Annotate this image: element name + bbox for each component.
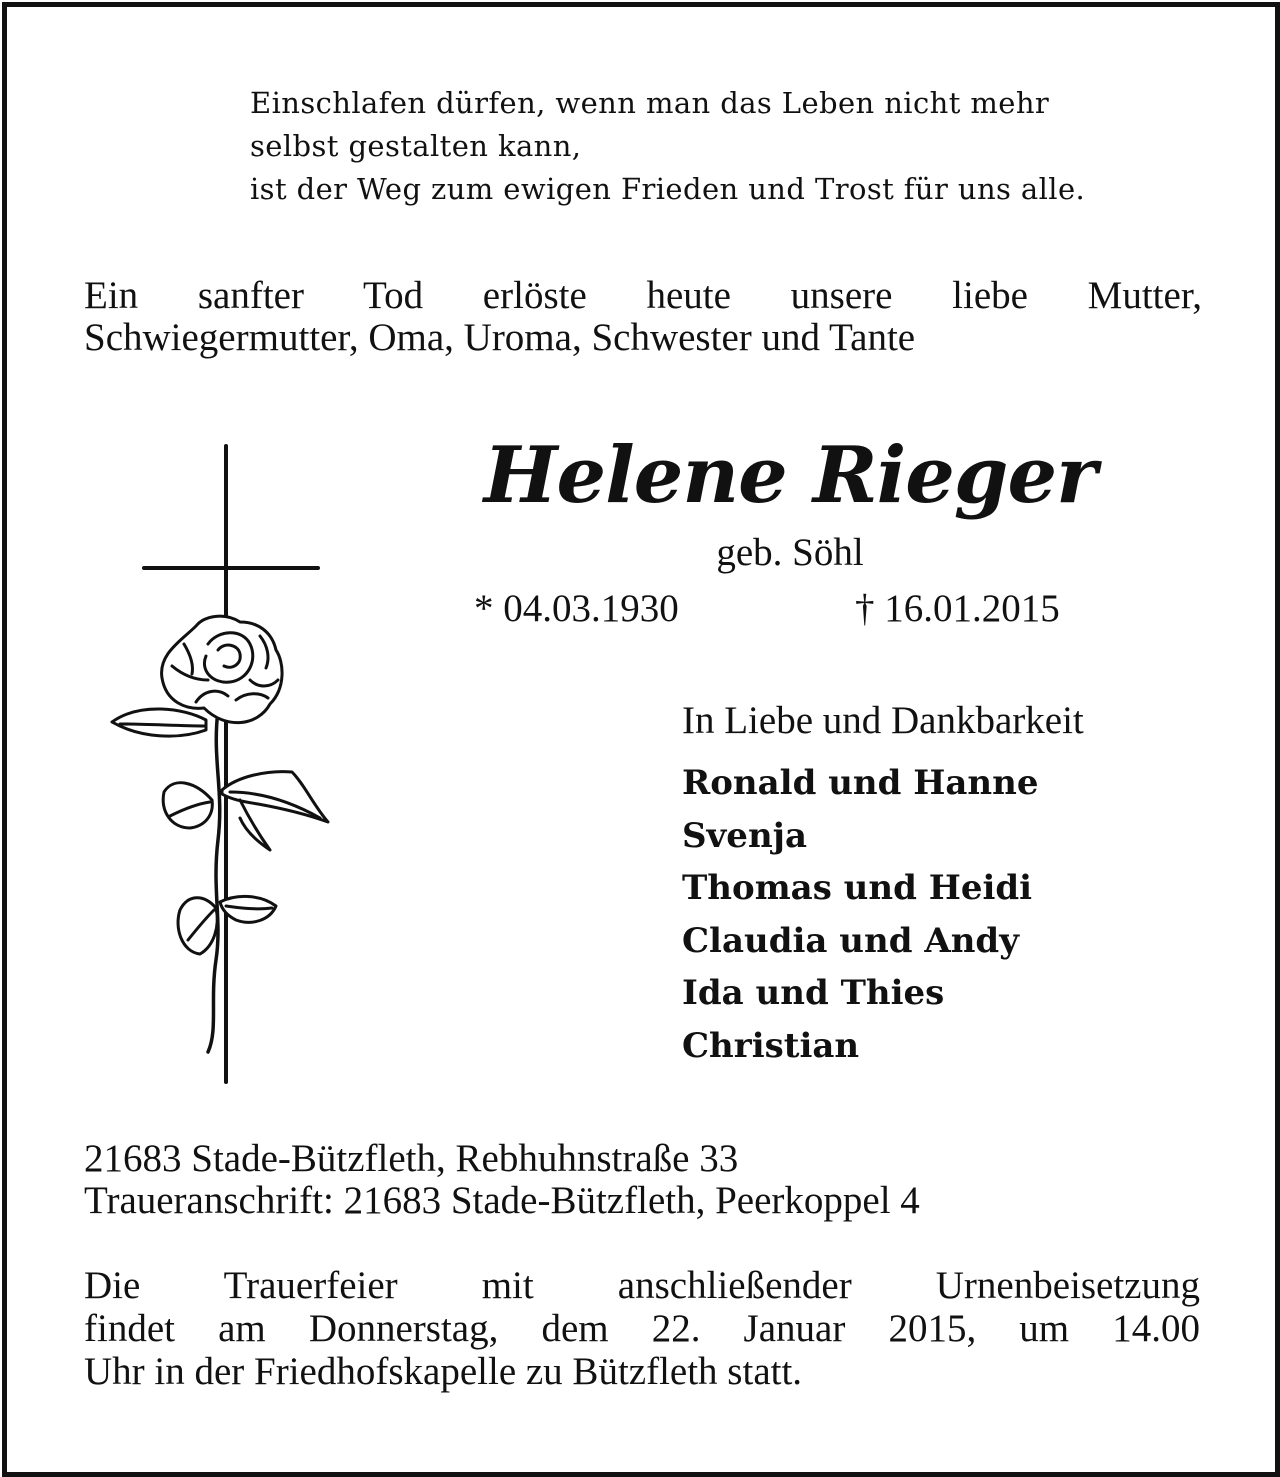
mourner-name: Christian <box>682 1025 860 1066</box>
mourner-name: Thomas und Heidi <box>682 868 1033 908</box>
ceremony-notice <box>84 1264 1200 1393</box>
mourning-address-line: Traueranschrift: 21683 Stade-Bützfleth, Peerkoppel 4 <box>84 1179 920 1222</box>
address-line: 21683 Stade-Bützfleth, Rebhuhnstraße 33 <box>84 1137 739 1180</box>
announcement-intro <box>84 275 1202 359</box>
deceased-name: Helene Rieger <box>483 430 1097 521</box>
epigraph-line: Einschlafen dürfen, wenn man das Leben nicht mehr <box>250 86 1050 120</box>
ceremony-line: Die Trauerfeier mit anschließender Urnenbeisetzung <box>84 1264 1200 1307</box>
cross-with-rose-icon <box>100 440 340 1090</box>
maiden-name: geb. Söhl <box>716 531 864 574</box>
epigraph-line: ist der Weg zum ewigen Frieden und Trost für uns alle. <box>250 172 1086 206</box>
mourner-name: Ronald und Hanne <box>682 763 1039 803</box>
intro-line: Schwiegermutter, Oma, Uroma, Schwester und Tante <box>84 316 916 359</box>
intro-line: Ein sanfter Tod erlöste heute unsere liebe Mutter, <box>84 274 1202 317</box>
mourner-name: Ida und Thies <box>682 973 945 1013</box>
address-block <box>84 1138 1202 1222</box>
mourners-intro: In Liebe und Dankbarkeit <box>682 699 1084 742</box>
ceremony-line: findet am Donnerstag, dem 22. Januar 2015, um 14.00 <box>84 1307 1200 1350</box>
birth-date: * 04.03.1930 <box>474 587 679 630</box>
ceremony-line: Uhr in der Friedhofskapelle zu Bützfleth statt. <box>84 1350 803 1393</box>
epigraph <box>250 82 1230 211</box>
mourner-name: Svenja <box>682 815 807 856</box>
death-date: † 16.01.2015 <box>855 587 1060 630</box>
mourners-list <box>682 757 1039 1072</box>
epigraph-line: selbst gestalten kann, <box>250 129 582 163</box>
mourner-name: Claudia und Andy <box>682 920 1019 961</box>
